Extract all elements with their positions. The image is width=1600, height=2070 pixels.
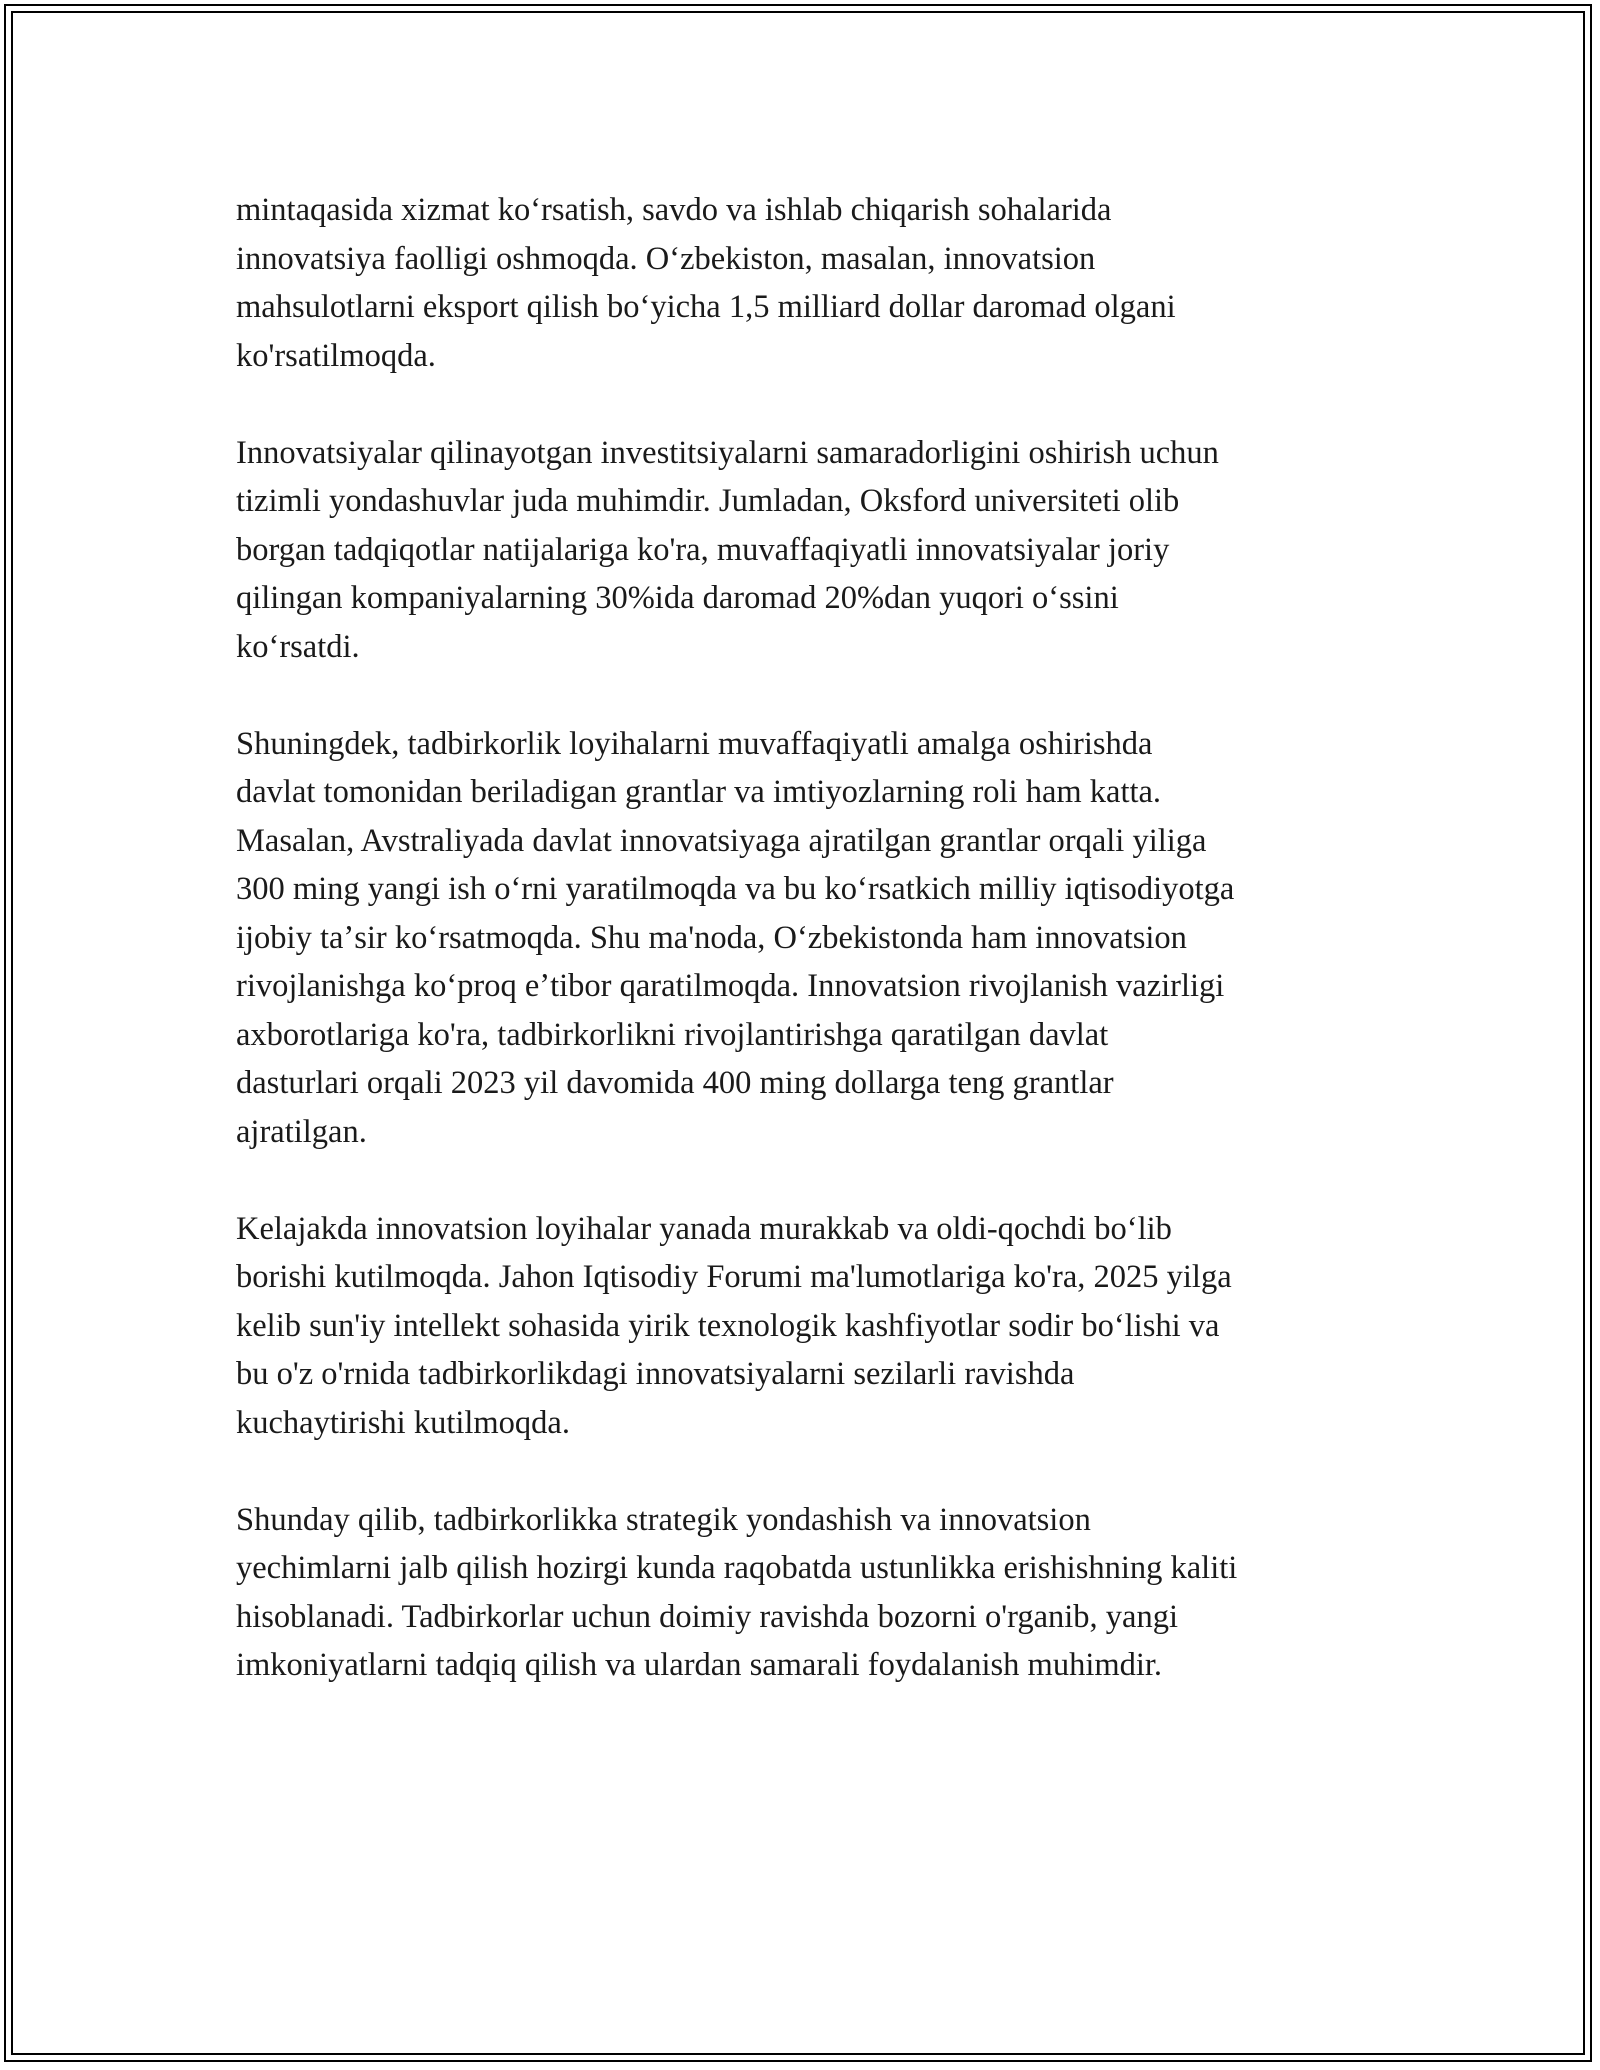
paragraph-government-grants: Shuningdek, tadbirkorlik loyihalarni muvaffaqiyatli amalga oshirishda davlat tomonidan beriladigan grantlar va imtiyozlarning roli ham katta. Masalan, Avstraliyada davlat innovatsiyaga ajratilgan grantlar orqali yiliga 300 ming yangi ish oʻrni yaratilmoqda va bu koʻrsatkich milliy iqtisodiyotga ijobiy taʼsir koʻrsatmoqda. Shu ma'noda, Oʻzbekistonda ham innovatsion rivojlanishga koʻproq eʼtibor qaratilmoqda. Innovatsion rivojlanish vazirligi axborotlariga ko'ra, tadbirkorlikni rivojlantirishga qaratilgan davlat dasturlari orqali 2023 yil davomida 400 ming dollarga teng grantlar ajratilgan. xyxy=(236,725,1235,1150)
paragraph-innovation-activity: mintaqasida xizmat koʻrsatish, savdo va ishlab chiqarish sohalarida innovatsiya faolligi oshmoqda. Oʻzbekiston, masalan, innovatsion mahsulotlarni eksport qilish boʻyicha 1,5 milliard dollar daromad olgani ko'rsatilmoqda. xyxy=(236,192,1176,374)
paragraph-investment-efficiency: Innovatsiyalar qilinayotgan investitsiyalarni samaradorligini oshirish uchun tizimli yondashuvlar juda muhimdir. Jumladan, Oksford universiteti olib borgan tadqiqotlar natijalariga ko'ra, muvaffaqiyatli innovatsiyalar joriy qilingan kompaniyalarning 30%ida daromad 20%dan yuqori oʻssini koʻrsatdi. xyxy=(236,434,1219,665)
document-body xyxy=(236,186,1396,1738)
paragraph-future-outlook: Kelajakda innovatsion loyihalar yanada murakkab va oldi-qochdi boʻlib borishi kutilmoqda. Jahon Iqtisodiy Forumi ma'lumotlariga ko'ra, 2025 yilga kelib sun'iy intellekt sohasida yirik texnologik kashfiyotlar sodir boʻlishi va bu o'z o'rnida tadbirkorlikdagi innovatsiyalarni sezilarli ravishda kuchaytirishi kutilmoqda. xyxy=(236,1210,1232,1441)
paragraph-conclusion: Shunday qilib, tadbirkorlikka strategik yondashish va innovatsion yechimlarni jalb qilish hozirgi kunda raqobatda ustunlikka erishishning kaliti hisoblanadi. Tadbirkorlar uchun doimiy ravishda bozorni o'rganib, yangi imkoniyatlarni tadqiq qilish va ulardan samarali foydalanish muhimdir. xyxy=(236,1501,1238,1683)
